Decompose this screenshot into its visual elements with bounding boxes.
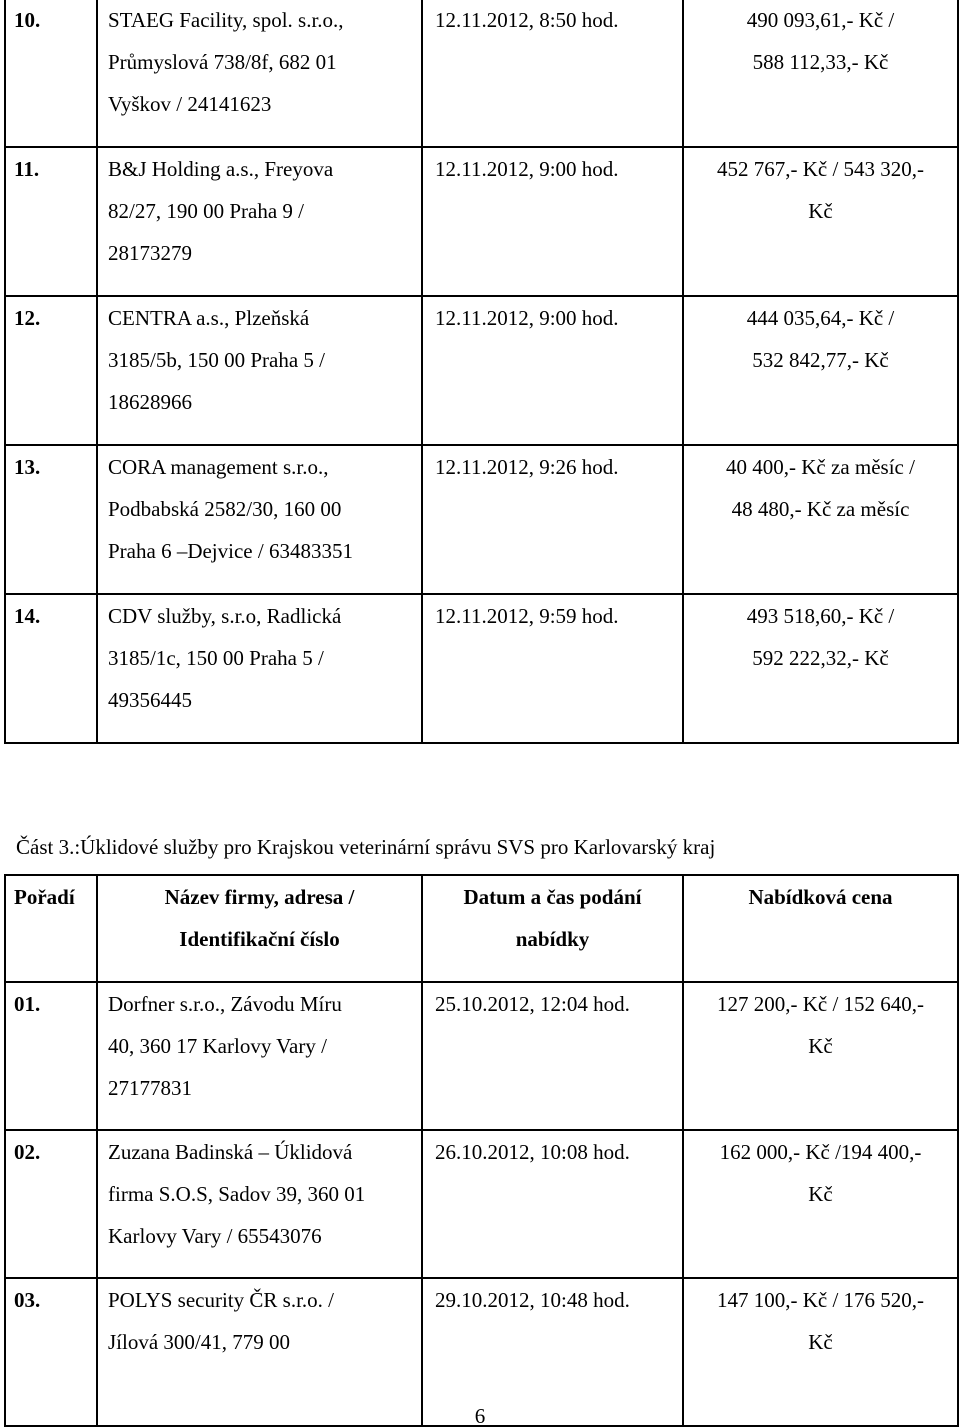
page-number: 6 bbox=[474, 1404, 486, 1428]
company-line: POLYS security ČR s.r.o. / bbox=[108, 1288, 334, 1312]
company-line: Průmyslová 738/8f, 682 01 bbox=[108, 50, 337, 74]
company-line: CDV služby, s.r.o, Radlická bbox=[108, 604, 342, 628]
submission-date: 12.11.2012, 9:00 hod. bbox=[422, 147, 683, 296]
company-line: Zuzana Badinská – Úklidová bbox=[108, 1140, 353, 1164]
row-number: 11. bbox=[5, 147, 97, 296]
company-line: 27177831 bbox=[108, 1076, 192, 1100]
table-row bbox=[5, 1130, 958, 1278]
company-line: 3185/5b, 150 00 Praha 5 / bbox=[108, 348, 325, 372]
company-cell bbox=[97, 0, 422, 147]
header-line: nabídky bbox=[515, 927, 590, 951]
table-row bbox=[5, 0, 958, 147]
company-cell bbox=[97, 296, 422, 445]
price-line: 592 222,32,- Kč bbox=[752, 646, 889, 670]
submission-date: 26.10.2012, 10:08 hod. bbox=[422, 1130, 683, 1278]
company-line: B&J Holding a.s., Freyova bbox=[108, 157, 334, 181]
company-cell bbox=[97, 982, 422, 1130]
price-cell bbox=[683, 0, 958, 147]
company-line: CORA management s.r.o., bbox=[108, 455, 329, 479]
section-title: Část 3.:Úklidové služby pro Krajskou veterinární správu SVS pro Karlovarský kraj bbox=[16, 835, 716, 859]
company-line: Podbabská 2582/30, 160 00 bbox=[108, 497, 342, 521]
price-cell bbox=[683, 147, 958, 296]
price-line: 444 035,64,- Kč / bbox=[746, 306, 895, 330]
company-line: Jílová 300/41, 779 00 bbox=[108, 1330, 290, 1354]
header-line: Název firmy, adresa / bbox=[164, 885, 355, 909]
row-number: 13. bbox=[5, 445, 97, 594]
submission-date: 12.11.2012, 9:00 hod. bbox=[422, 296, 683, 445]
price-line: 48 480,- Kč za měsíc bbox=[731, 497, 910, 521]
company-cell bbox=[97, 594, 422, 743]
header-line: Datum a čas podání bbox=[463, 885, 642, 909]
submission-date: 25.10.2012, 12:04 hod. bbox=[422, 982, 683, 1130]
company-line: Praha 6 –Dejvice / 63483351 bbox=[108, 539, 353, 563]
table-row bbox=[5, 594, 958, 743]
price-line: 493 518,60,- Kč / bbox=[746, 604, 895, 628]
table-row bbox=[5, 147, 958, 296]
row-number: 01. bbox=[5, 982, 97, 1130]
row-number: 03. bbox=[5, 1278, 97, 1426]
row-number: 02. bbox=[5, 1130, 97, 1278]
company-cell bbox=[97, 147, 422, 296]
header-line: Identifikační číslo bbox=[179, 927, 340, 951]
table-row bbox=[5, 982, 958, 1130]
company-line: CENTRA a.s., Plzeňská bbox=[108, 306, 310, 330]
price-line: Kč bbox=[808, 1034, 833, 1058]
bids-table-part3 bbox=[4, 874, 959, 1427]
company-line: Vyškov / 24141623 bbox=[108, 92, 272, 116]
row-number: 14. bbox=[5, 594, 97, 743]
table-row bbox=[5, 296, 958, 445]
company-line: 40, 360 17 Karlovy Vary / bbox=[108, 1034, 327, 1058]
company-line: 82/27, 190 00 Praha 9 / bbox=[108, 199, 304, 223]
company-line: Karlovy Vary / 65543076 bbox=[108, 1224, 322, 1248]
price-line: 127 200,- Kč / 152 640,- bbox=[716, 992, 925, 1016]
header-date bbox=[422, 875, 683, 982]
company-line: 3185/1c, 150 00 Praha 5 / bbox=[108, 646, 324, 670]
company-line: 28173279 bbox=[108, 241, 192, 265]
price-cell bbox=[683, 594, 958, 743]
company-line: firma S.O.S, Sadov 39, 360 01 bbox=[108, 1182, 366, 1206]
submission-date: 12.11.2012, 9:59 hod. bbox=[422, 594, 683, 743]
row-number: 10. bbox=[5, 0, 97, 147]
bids-table-part2 bbox=[4, 0, 959, 744]
company-line: STAEG Facility, spol. s.r.o., bbox=[108, 8, 344, 32]
header-order: Pořadí bbox=[5, 875, 97, 982]
price-cell bbox=[683, 296, 958, 445]
price-line: 162 000,- Kč /194 400,- bbox=[719, 1140, 922, 1164]
price-line: 452 767,- Kč / 543 320,- bbox=[716, 157, 925, 181]
price-line: 490 093,61,- Kč / bbox=[746, 8, 895, 32]
company-cell bbox=[97, 1130, 422, 1278]
company-cell bbox=[97, 445, 422, 594]
header-price: Nabídková cena bbox=[683, 875, 958, 982]
company-line: 18628966 bbox=[108, 390, 192, 414]
price-line: 588 112,33,- Kč bbox=[752, 50, 889, 74]
price-line: 147 100,- Kč / 176 520,- bbox=[716, 1288, 925, 1312]
company-line: Dorfner s.r.o., Závodu Míru bbox=[108, 992, 342, 1016]
submission-date: 12.11.2012, 8:50 hod. bbox=[422, 0, 683, 147]
price-cell bbox=[683, 982, 958, 1130]
price-line: 532 842,77,- Kč bbox=[752, 348, 889, 372]
price-cell bbox=[683, 445, 958, 594]
price-line: Kč bbox=[808, 1182, 833, 1206]
price-line: Kč bbox=[808, 1330, 833, 1354]
table-header-row bbox=[5, 875, 958, 982]
table-row bbox=[5, 445, 958, 594]
price-cell bbox=[683, 1130, 958, 1278]
header-company bbox=[97, 875, 422, 982]
submission-date: 29.10.2012, 10:48 hod. bbox=[422, 1278, 683, 1426]
price-line: Kč bbox=[808, 199, 833, 223]
company-line: 49356445 bbox=[108, 688, 192, 712]
row-number: 12. bbox=[5, 296, 97, 445]
price-line: 40 400,- Kč za měsíc / bbox=[726, 455, 915, 479]
submission-date: 12.11.2012, 9:26 hod. bbox=[422, 445, 683, 594]
